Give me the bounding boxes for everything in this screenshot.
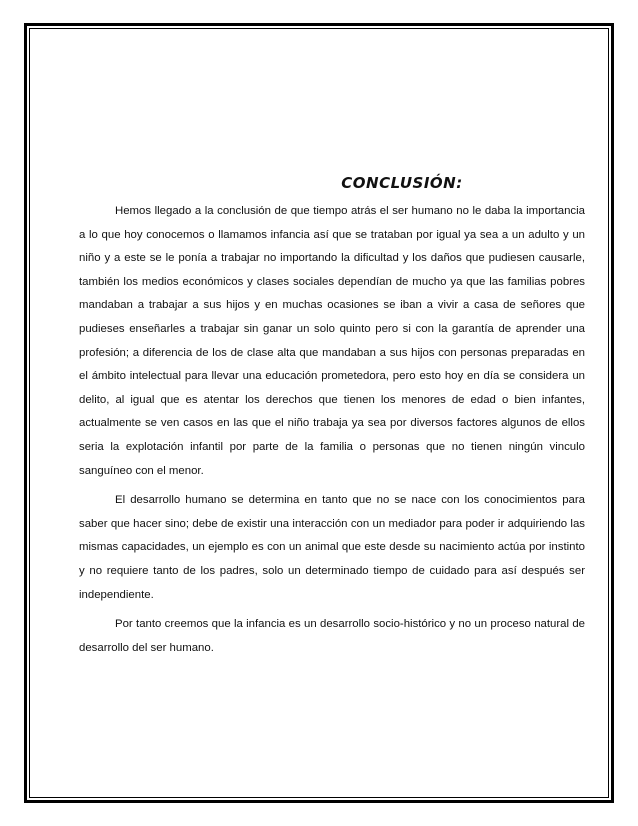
paragraph-2: El desarrollo humano se determina en tanto que no se nace con los conocimientos para saber que hacer sino; debe de existir una interacción con un mediador para poder ir adquiriendo las mismas capacidades, un ejemplo es con un animal que este desde su nacimiento actúa por instinto y no requiere tanto de los padres, solo un determinado tiempo de cuidado para así después ser independiente. xyxy=(79,494,585,601)
document-title: CONCLUSIÓN: xyxy=(341,174,463,192)
paragraph-1: Hemos llegado a la conclusión de que tiempo atrás el ser humano no le daba la importancia a lo que hoy conocemos o llamamos infancia así que se trataban por igual ya sea a un adulto y un niño y a este se le ponía a trabajar no importando la dificultad y los daños que pudiesen causarle, también los medios económicos y clases sociales dependían de mucho ya que las familias pobres mandaban a trabajar a sus hijos y en muchas ocasiones se iban a vivir a casa de señores que pudieses enseñarles a trabajar sin ganar un solo quinto pero si con la garantía de aprender una profesión; a diferencia de los de clase alta que mandaban a sus hijos con personas preparadas en el ámbito intelectual para llevar una educación prometedora, pero esto hoy en día se considera un delito, al igual que es atentar los derechos que tienen los menores de edad o bien infantes, actualmente se ven casos en las que el niño trabaja ya sea por diversos factores algunos de ellos seria la explotación infantil por parte de la familia o personas que no tienen ningún vinculo sanguíneo con el menor. xyxy=(79,205,585,477)
paragraph-3: Por tanto creemos que la infancia es un desarrollo socio-histórico y no un proceso natural de desarrollo del ser humano. xyxy=(79,618,585,654)
document-body xyxy=(79,170,585,666)
